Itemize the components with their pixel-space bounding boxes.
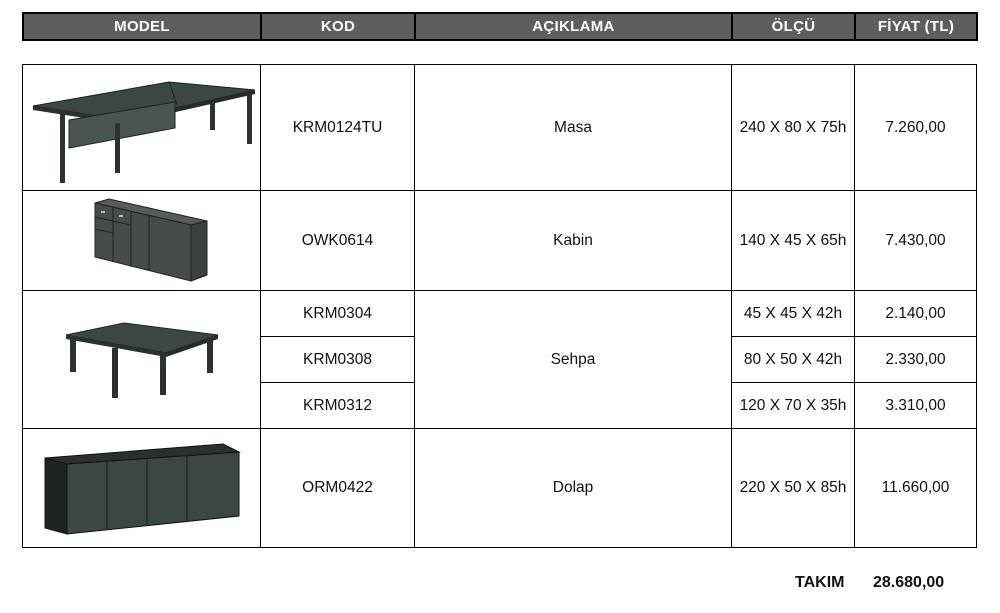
row1-fiyat: 7.260,00 xyxy=(855,65,977,191)
sideboard-icon xyxy=(37,438,247,538)
coffee-table-image xyxy=(23,291,261,429)
row5-olcu: 120 X 70 X 35h xyxy=(732,383,855,429)
header-fiyat: FİYAT (TL) xyxy=(855,13,977,40)
row2-kod: OWK0614 xyxy=(261,191,415,291)
price-table xyxy=(22,64,977,548)
total-line xyxy=(700,572,960,596)
header-olcu: ÖLÇÜ xyxy=(732,13,855,40)
total-value: 28.680,00 xyxy=(873,574,945,591)
row6-aciklama: Dolap xyxy=(415,429,732,548)
header-kod: KOD xyxy=(261,13,415,40)
header-aciklama: AÇIKLAMA xyxy=(415,13,732,40)
desk-icon xyxy=(27,68,257,188)
sideboard-image xyxy=(23,429,261,548)
desk-image xyxy=(23,65,261,191)
row4-kod: KRM0308 xyxy=(261,337,415,383)
row4-olcu: 80 X 50 X 42h xyxy=(732,337,855,383)
row6-fiyat: 11.660,00 xyxy=(855,429,977,548)
total-label: TAKIM xyxy=(795,574,845,591)
row6-olcu: 220 X 50 X 85h xyxy=(732,429,855,548)
header-row xyxy=(22,12,978,41)
row2-fiyat: 7.430,00 xyxy=(855,191,977,291)
row5-kod: KRM0312 xyxy=(261,383,415,429)
table-row xyxy=(23,191,977,291)
cabinet-image xyxy=(23,191,261,291)
row3-kod: KRM0304 xyxy=(261,291,415,337)
row2-aciklama: Kabin xyxy=(415,191,732,291)
row1-aciklama: Masa xyxy=(415,65,732,191)
row5-fiyat: 3.310,00 xyxy=(855,383,977,429)
row6-kod: ORM0422 xyxy=(261,429,415,548)
row3-olcu: 45 X 45 X 42h xyxy=(732,291,855,337)
row3-fiyat: 2.140,00 xyxy=(855,291,977,337)
header-model: MODEL xyxy=(23,13,261,40)
table-row xyxy=(23,291,977,337)
table-row xyxy=(23,65,977,191)
row2-olcu: 140 X 45 X 65h xyxy=(732,191,855,291)
coffee-table-icon xyxy=(62,315,222,405)
cabinet-icon xyxy=(67,195,217,287)
row1-kod: KRM0124TU xyxy=(261,65,415,191)
row3-aciklama: Sehpa xyxy=(415,291,732,429)
row1-olcu: 240 X 80 X 75h xyxy=(732,65,855,191)
table-row xyxy=(23,429,977,548)
row4-fiyat: 2.330,00 xyxy=(855,337,977,383)
